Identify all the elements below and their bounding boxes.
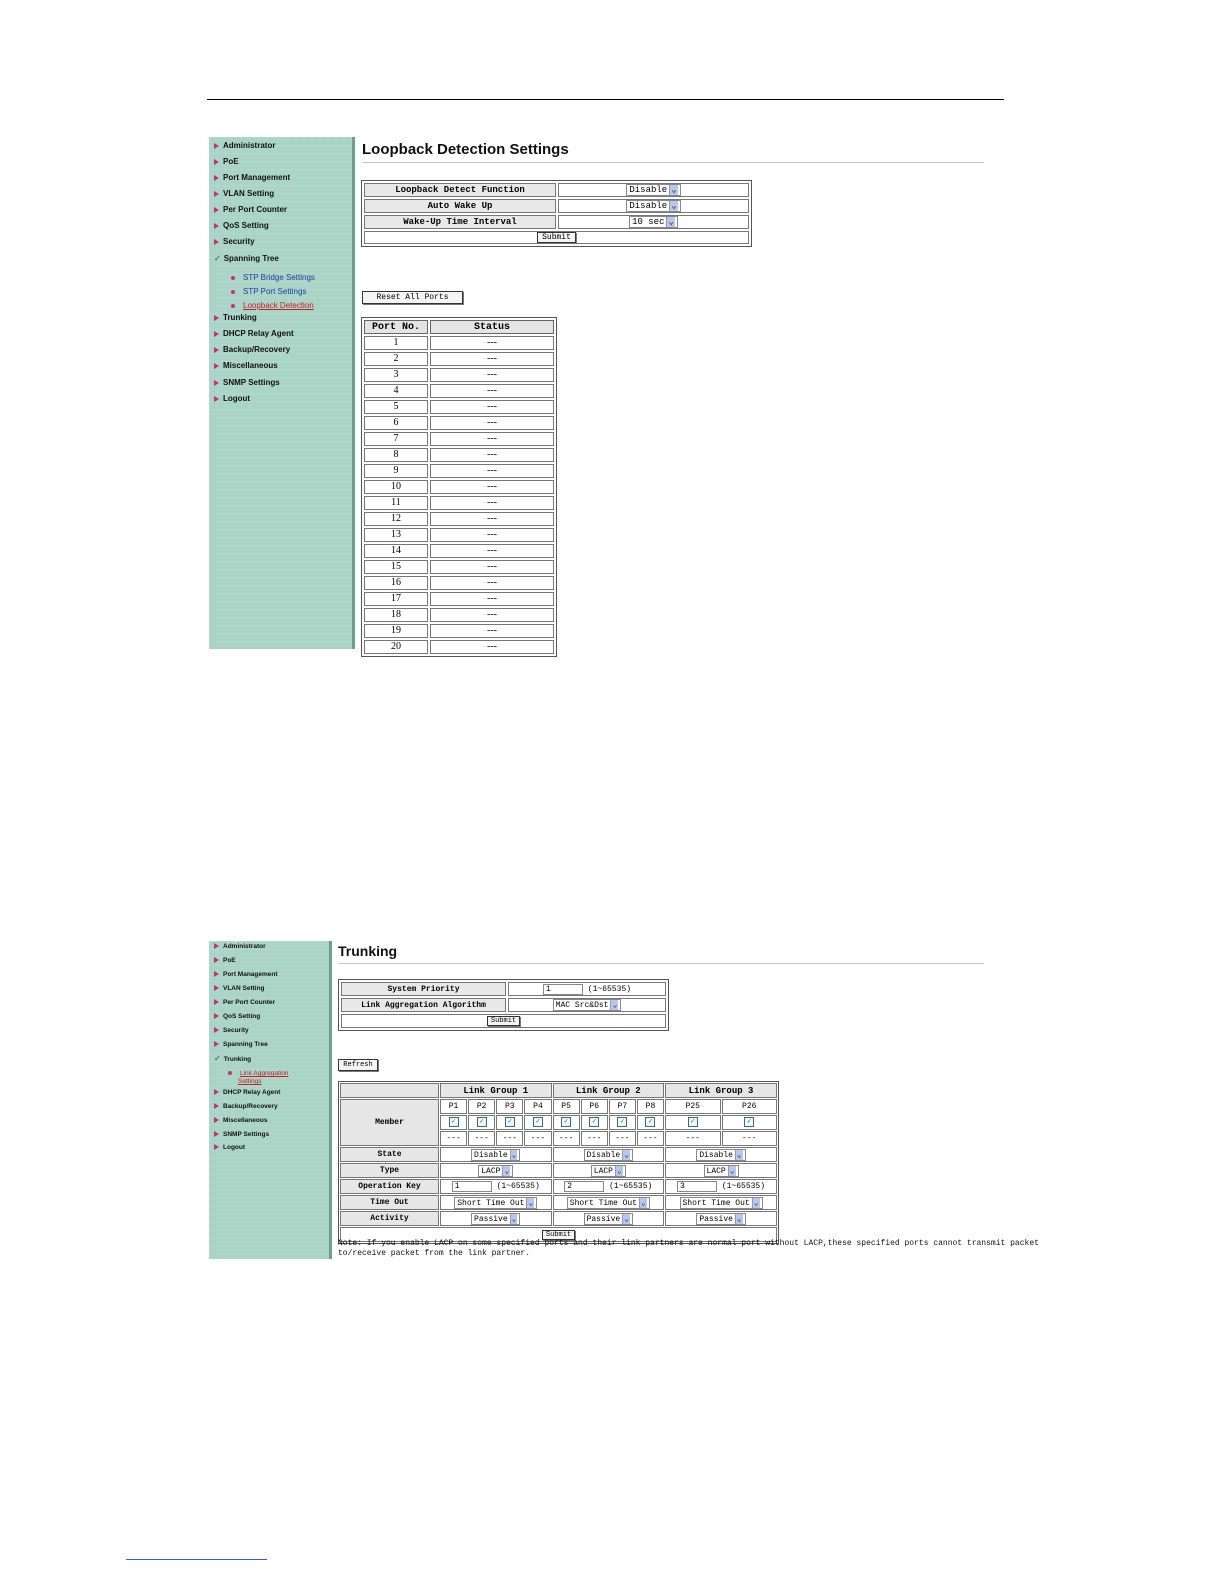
- member-status: ---: [496, 1131, 523, 1146]
- sidebar-item-qos-setting[interactable]: QoS Setting: [214, 221, 269, 230]
- arrow-icon: [214, 971, 219, 977]
- chevron-down-icon: ⌄: [671, 185, 677, 195]
- member-status: ---: [722, 1131, 777, 1146]
- member-checkbox[interactable]: ✓: [505, 1117, 515, 1127]
- activity-select[interactable]: Passive ⌄: [471, 1213, 520, 1225]
- time-out-select[interactable]: Short Time Out ⌄: [680, 1197, 763, 1209]
- sidebar-item-per-port-counter[interactable]: Per Port Counter: [214, 999, 275, 1006]
- table-row: [364, 560, 554, 574]
- screenshot-loopback: [209, 137, 989, 652]
- port-number-cell: 18: [364, 608, 428, 622]
- submit-button[interactable]: Submit: [542, 1230, 575, 1240]
- member-checkbox[interactable]: ✓: [744, 1117, 754, 1127]
- port-number-cell: 20: [364, 640, 428, 654]
- status-cell: ---: [430, 544, 554, 558]
- chevron-down-icon: ⌄: [736, 1150, 742, 1160]
- row-label-type: Type: [340, 1163, 439, 1178]
- sidebar-item-trunking[interactable]: Trunking: [214, 313, 257, 322]
- port-number-cell: 12: [364, 512, 428, 526]
- sidebar-item-spanning-tree[interactable]: ✓ Spanning Tree: [214, 254, 279, 263]
- sidebar-item-dhcp-relay[interactable]: DHCP Relay Agent: [214, 329, 294, 338]
- port-number-cell: 14: [364, 544, 428, 558]
- status-cell: ---: [430, 608, 554, 622]
- port-header: P5: [553, 1099, 580, 1114]
- port-number-cell: 11: [364, 496, 428, 510]
- row-label-activity: Activity: [340, 1211, 439, 1226]
- status-cell: ---: [430, 416, 554, 430]
- table-row: [364, 528, 554, 542]
- table-row: [364, 512, 554, 526]
- arrow-icon: [214, 1103, 219, 1109]
- sidebar-item-port-management[interactable]: Port Management: [214, 173, 290, 182]
- sidebar-subitem-loopback-detection[interactable]: Loopback Detection: [231, 301, 314, 310]
- footnote-rule: [126, 1559, 267, 1560]
- port-number-cell: 8: [364, 448, 428, 462]
- port-number-cell: 1: [364, 336, 428, 350]
- screenshot-trunking: [209, 941, 1039, 1259]
- arrow-icon: [214, 223, 219, 229]
- operation-key-input[interactable]: 3: [677, 1181, 717, 1192]
- wake-up-interval-select[interactable]: 10 sec ⌄: [629, 216, 678, 228]
- loopback-settings-form: [361, 180, 752, 247]
- arrow-icon: [214, 1117, 219, 1123]
- table-row: [364, 608, 554, 622]
- status-cell: ---: [430, 640, 554, 654]
- time-out-select[interactable]: Short Time Out ⌄: [567, 1197, 650, 1209]
- port-status-table: [361, 317, 557, 657]
- status-cell: ---: [430, 592, 554, 606]
- table-row: [364, 352, 554, 366]
- arrow-icon: [214, 1041, 219, 1047]
- table-row: [364, 592, 554, 606]
- member-status: ---: [665, 1131, 720, 1146]
- type-select[interactable]: LACP ⌄: [591, 1165, 626, 1177]
- member-checkbox[interactable]: ✓: [449, 1117, 459, 1127]
- sidebar: [209, 941, 332, 1259]
- member-checkbox[interactable]: ✓: [617, 1117, 627, 1127]
- arrow-icon: [214, 1144, 219, 1150]
- sidebar-item-trunking[interactable]: ✓ Trunking: [214, 1054, 252, 1063]
- chevron-down-icon: ⌄: [511, 1150, 517, 1160]
- chevron-down-icon: ⌄: [504, 1166, 510, 1176]
- chevron-down-icon: ⌄: [668, 217, 674, 227]
- sidebar-item-poe[interactable]: PoE: [214, 957, 236, 964]
- sidebar-item-miscellaneous[interactable]: Miscellaneous: [214, 361, 278, 370]
- sidebar-item-miscellaneous[interactable]: Miscellaneous: [214, 1117, 267, 1124]
- arrow-icon: [214, 191, 219, 197]
- sidebar-item-poe[interactable]: PoE: [214, 157, 239, 166]
- sidebar-subitem-stp-bridge[interactable]: STP Bridge Settings: [231, 273, 315, 282]
- status-cell: ---: [430, 624, 554, 638]
- column-header-port: Port No.: [364, 320, 428, 334]
- member-checkbox[interactable]: ✓: [589, 1117, 599, 1127]
- status-cell: ---: [430, 464, 554, 478]
- row-label-member: Member: [340, 1099, 439, 1146]
- port-number-cell: 13: [364, 528, 428, 542]
- field-label: Wake-Up Time Interval: [364, 215, 556, 229]
- sidebar-item-administrator[interactable]: Administrator: [214, 141, 275, 150]
- arrow-icon: [214, 396, 219, 402]
- member-checkbox[interactable]: ✓: [533, 1117, 543, 1127]
- member-status: ---: [637, 1131, 664, 1146]
- arrow-icon: [214, 1131, 219, 1137]
- arrow-icon: [214, 985, 219, 991]
- title-divider: [362, 162, 984, 163]
- field-label: System Priority: [341, 982, 506, 996]
- status-cell: ---: [430, 400, 554, 414]
- system-priority-input[interactable]: 1: [543, 984, 583, 995]
- table-row: [364, 384, 554, 398]
- table-row: [364, 640, 554, 654]
- page-header-rule: [207, 99, 1004, 100]
- status-cell: ---: [430, 352, 554, 366]
- sidebar-item-dhcp-relay[interactable]: DHCP Relay Agent: [214, 1089, 280, 1096]
- sidebar-item-snmp-settings[interactable]: SNMP Settings: [214, 1131, 269, 1138]
- bullet-icon: [231, 276, 235, 280]
- table-row: [364, 544, 554, 558]
- port-header: P25: [665, 1099, 720, 1114]
- sidebar-item-backup-recovery[interactable]: Backup/Recovery: [214, 345, 290, 354]
- arrow-icon: [214, 1027, 219, 1033]
- arrow-icon: [214, 175, 219, 181]
- arrow-icon: [214, 143, 219, 149]
- status-cell: ---: [430, 496, 554, 510]
- row-label-time-out: Time Out: [340, 1195, 439, 1210]
- reset-all-ports-button[interactable]: Reset All Ports: [362, 291, 463, 304]
- field-label: Auto Wake Up: [364, 199, 556, 213]
- sidebar-item-per-port-counter[interactable]: Per Port Counter: [214, 205, 287, 214]
- field-label: Loopback Detect Function: [364, 183, 556, 197]
- status-cell: ---: [430, 480, 554, 494]
- page-title: Trunking: [338, 943, 398, 959]
- sidebar-item-vlan-setting[interactable]: VLAN Setting: [214, 189, 274, 198]
- port-number-cell: 9: [364, 464, 428, 478]
- port-number-cell: 10: [364, 480, 428, 494]
- sidebar-item-security[interactable]: Security: [214, 237, 255, 246]
- sidebar-item-spanning-tree[interactable]: Spanning Tree: [214, 1041, 268, 1048]
- state-select[interactable]: Disable ⌄: [584, 1149, 633, 1161]
- chevron-down-icon: ⌄: [671, 201, 677, 211]
- chevron-down-icon: ⌄: [612, 1001, 618, 1010]
- port-number-cell: 19: [364, 624, 428, 638]
- bullet-icon: [231, 304, 235, 308]
- page-title: Loopback Detection Settings: [362, 141, 569, 158]
- table-row: [364, 624, 554, 638]
- column-header-status: Status: [430, 320, 554, 334]
- check-icon: ✓: [214, 1054, 221, 1063]
- member-checkbox[interactable]: ✓: [561, 1117, 571, 1127]
- port-header: P2: [468, 1099, 495, 1114]
- member-status: ---: [581, 1131, 608, 1146]
- chevron-down-icon: ⌄: [729, 1166, 735, 1176]
- table-row: [364, 448, 554, 462]
- arrow-icon: [214, 943, 219, 949]
- status-cell: ---: [430, 336, 554, 350]
- chevron-down-icon: ⌄: [624, 1150, 630, 1160]
- port-number-cell: 17: [364, 592, 428, 606]
- sidebar-item-administrator[interactable]: Administrator: [214, 943, 266, 950]
- sidebar-item-qos-setting[interactable]: QoS Setting: [214, 1013, 260, 1020]
- arrow-icon: [214, 159, 219, 165]
- check-icon: ✓: [214, 254, 221, 263]
- bullet-icon: [231, 290, 235, 294]
- port-header: P4: [524, 1099, 551, 1114]
- sidebar-item-snmp-settings[interactable]: SNMP Settings: [214, 378, 280, 387]
- port-header: P7: [609, 1099, 636, 1114]
- operation-key-input[interactable]: 1: [452, 1181, 492, 1192]
- sidebar-item-vlan-setting[interactable]: VLAN Setting: [214, 985, 265, 992]
- member-checkbox[interactable]: ✓: [645, 1117, 655, 1127]
- chevron-down-icon: ⌄: [528, 1198, 534, 1208]
- table-row: [364, 416, 554, 430]
- table-row: [364, 432, 554, 446]
- port-number-cell: 7: [364, 432, 428, 446]
- group-header: Link Group 3: [665, 1083, 777, 1098]
- table-row: [364, 464, 554, 478]
- port-number-cell: 5: [364, 400, 428, 414]
- table-row: [364, 336, 554, 350]
- status-cell: ---: [430, 528, 554, 542]
- auto-wake-up-select[interactable]: Disable ⌄: [626, 200, 680, 212]
- sidebar-item-logout[interactable]: Logout: [214, 394, 250, 403]
- refresh-button[interactable]: Refresh: [338, 1059, 378, 1071]
- sidebar: [209, 137, 355, 649]
- arrow-icon: [214, 331, 219, 337]
- member-checkbox[interactable]: ✓: [688, 1117, 698, 1127]
- table-row: [364, 400, 554, 414]
- group-header: Link Group 2: [553, 1083, 665, 1098]
- time-out-select[interactable]: Short Time Out ⌄: [454, 1197, 537, 1209]
- operation-key-input[interactable]: 2: [564, 1181, 604, 1192]
- sidebar-subitem-link-aggregation[interactable]: Link Aggregation Settings: [228, 1070, 288, 1086]
- sidebar-item-port-management[interactable]: Port Management: [214, 971, 278, 978]
- status-cell: ---: [430, 448, 554, 462]
- member-checkbox[interactable]: ✓: [477, 1117, 487, 1127]
- port-header: P8: [637, 1099, 664, 1114]
- status-cell: ---: [430, 560, 554, 574]
- port-number-cell: 2: [364, 352, 428, 366]
- arrow-icon: [214, 239, 219, 245]
- arrow-icon: [214, 1089, 219, 1095]
- submit-button[interactable]: Submit: [537, 232, 576, 243]
- arrow-icon: [214, 999, 219, 1005]
- table-row: [364, 368, 554, 382]
- status-cell: ---: [430, 368, 554, 382]
- field-label: Link Aggregation Algorithm: [341, 998, 506, 1012]
- arrow-icon: [214, 347, 219, 353]
- chevron-down-icon: ⌄: [511, 1214, 517, 1224]
- activity-select[interactable]: Passive ⌄: [584, 1213, 633, 1225]
- port-header: P26: [722, 1099, 777, 1114]
- title-divider: [338, 963, 984, 964]
- bullet-icon: [228, 1071, 232, 1075]
- arrow-icon: [214, 380, 219, 386]
- type-select[interactable]: LACP ⌄: [478, 1165, 513, 1177]
- port-header: P6: [581, 1099, 608, 1114]
- status-cell: ---: [430, 384, 554, 398]
- chevron-down-icon: ⌄: [624, 1214, 630, 1224]
- loopback-detect-select[interactable]: Disable ⌄: [626, 184, 680, 196]
- member-status: ---: [468, 1131, 495, 1146]
- state-select[interactable]: Disable ⌄: [696, 1149, 745, 1161]
- status-cell: ---: [430, 576, 554, 590]
- chevron-down-icon: ⌄: [616, 1166, 622, 1176]
- table-row: [364, 576, 554, 590]
- algorithm-select[interactable]: MAC Src&Dst ⌄: [553, 999, 622, 1011]
- arrow-icon: [214, 1013, 219, 1019]
- sidebar-item-security[interactable]: Security: [214, 1027, 249, 1034]
- sidebar-item-backup-recovery[interactable]: Backup/Recovery: [214, 1103, 278, 1110]
- chevron-down-icon: ⌄: [640, 1198, 646, 1208]
- table-row: [364, 480, 554, 494]
- port-number-cell: 15: [364, 560, 428, 574]
- arrow-icon: [214, 207, 219, 213]
- sidebar-item-logout[interactable]: Logout: [214, 1144, 245, 1151]
- port-header: P3: [496, 1099, 523, 1114]
- port-number-cell: 6: [364, 416, 428, 430]
- chevron-down-icon: ⌄: [753, 1198, 759, 1208]
- state-select[interactable]: Disable ⌄: [471, 1149, 520, 1161]
- member-status: ---: [440, 1131, 467, 1146]
- member-status: ---: [553, 1131, 580, 1146]
- activity-select[interactable]: Passive ⌄: [696, 1213, 745, 1225]
- link-group-table: Link Group 1 Link Group 2 Link Group 3 Member P1 P2 P3 P4 P5 P6 P7 P8 P25 P26 ✓ ✓ ✓ ✓ ✓ ✓ ✓ ✓ ✓ ✓ --- --- --- --- --- --- --- --- --- --- State Disable ⌄ Disable ⌄ Disable ⌄ Type LACP ⌄ LACP ⌄ LACP ⌄ Operation Key 1 (1~65535) 2 (1~65535) 3 (1~65535) Time Out Short Time Out ⌄ Short Time Out ⌄ Short Time Out ⌄ Activity Passive ⌄ Passive ⌄ Passive ⌄ Submit: [338, 1081, 779, 1244]
- member-status: ---: [524, 1131, 551, 1146]
- group-header: Link Group 1: [440, 1083, 552, 1098]
- sidebar-subitem-stp-port[interactable]: STP Port Settings: [231, 287, 306, 296]
- status-cell: ---: [430, 432, 554, 446]
- row-label-state: State: [340, 1147, 439, 1162]
- port-number-cell: 16: [364, 576, 428, 590]
- lacp-note: Note: If you enable LACP on some specified ports and their link partners are normal port without LACP,these specified ports cannot transmit packet to/receive packet from the link partner.: [338, 1239, 1039, 1258]
- status-cell: ---: [430, 512, 554, 526]
- arrow-icon: [214, 957, 219, 963]
- table-row: [364, 496, 554, 510]
- port-header: P1: [440, 1099, 467, 1114]
- trunking-system-form: System Priority 1 (1~65535) Link Aggregation Algorithm MAC Src&Dst ⌄ Submit: [338, 979, 669, 1031]
- member-status: ---: [609, 1131, 636, 1146]
- type-select[interactable]: LACP ⌄: [704, 1165, 739, 1177]
- row-label-operation-key: Operation Key: [340, 1179, 439, 1194]
- arrow-icon: [214, 315, 219, 321]
- submit-button[interactable]: Submit: [487, 1016, 520, 1026]
- port-number-cell: 3: [364, 368, 428, 382]
- chevron-down-icon: ⌄: [736, 1214, 742, 1224]
- port-number-cell: 4: [364, 384, 428, 398]
- arrow-icon: [214, 363, 219, 369]
